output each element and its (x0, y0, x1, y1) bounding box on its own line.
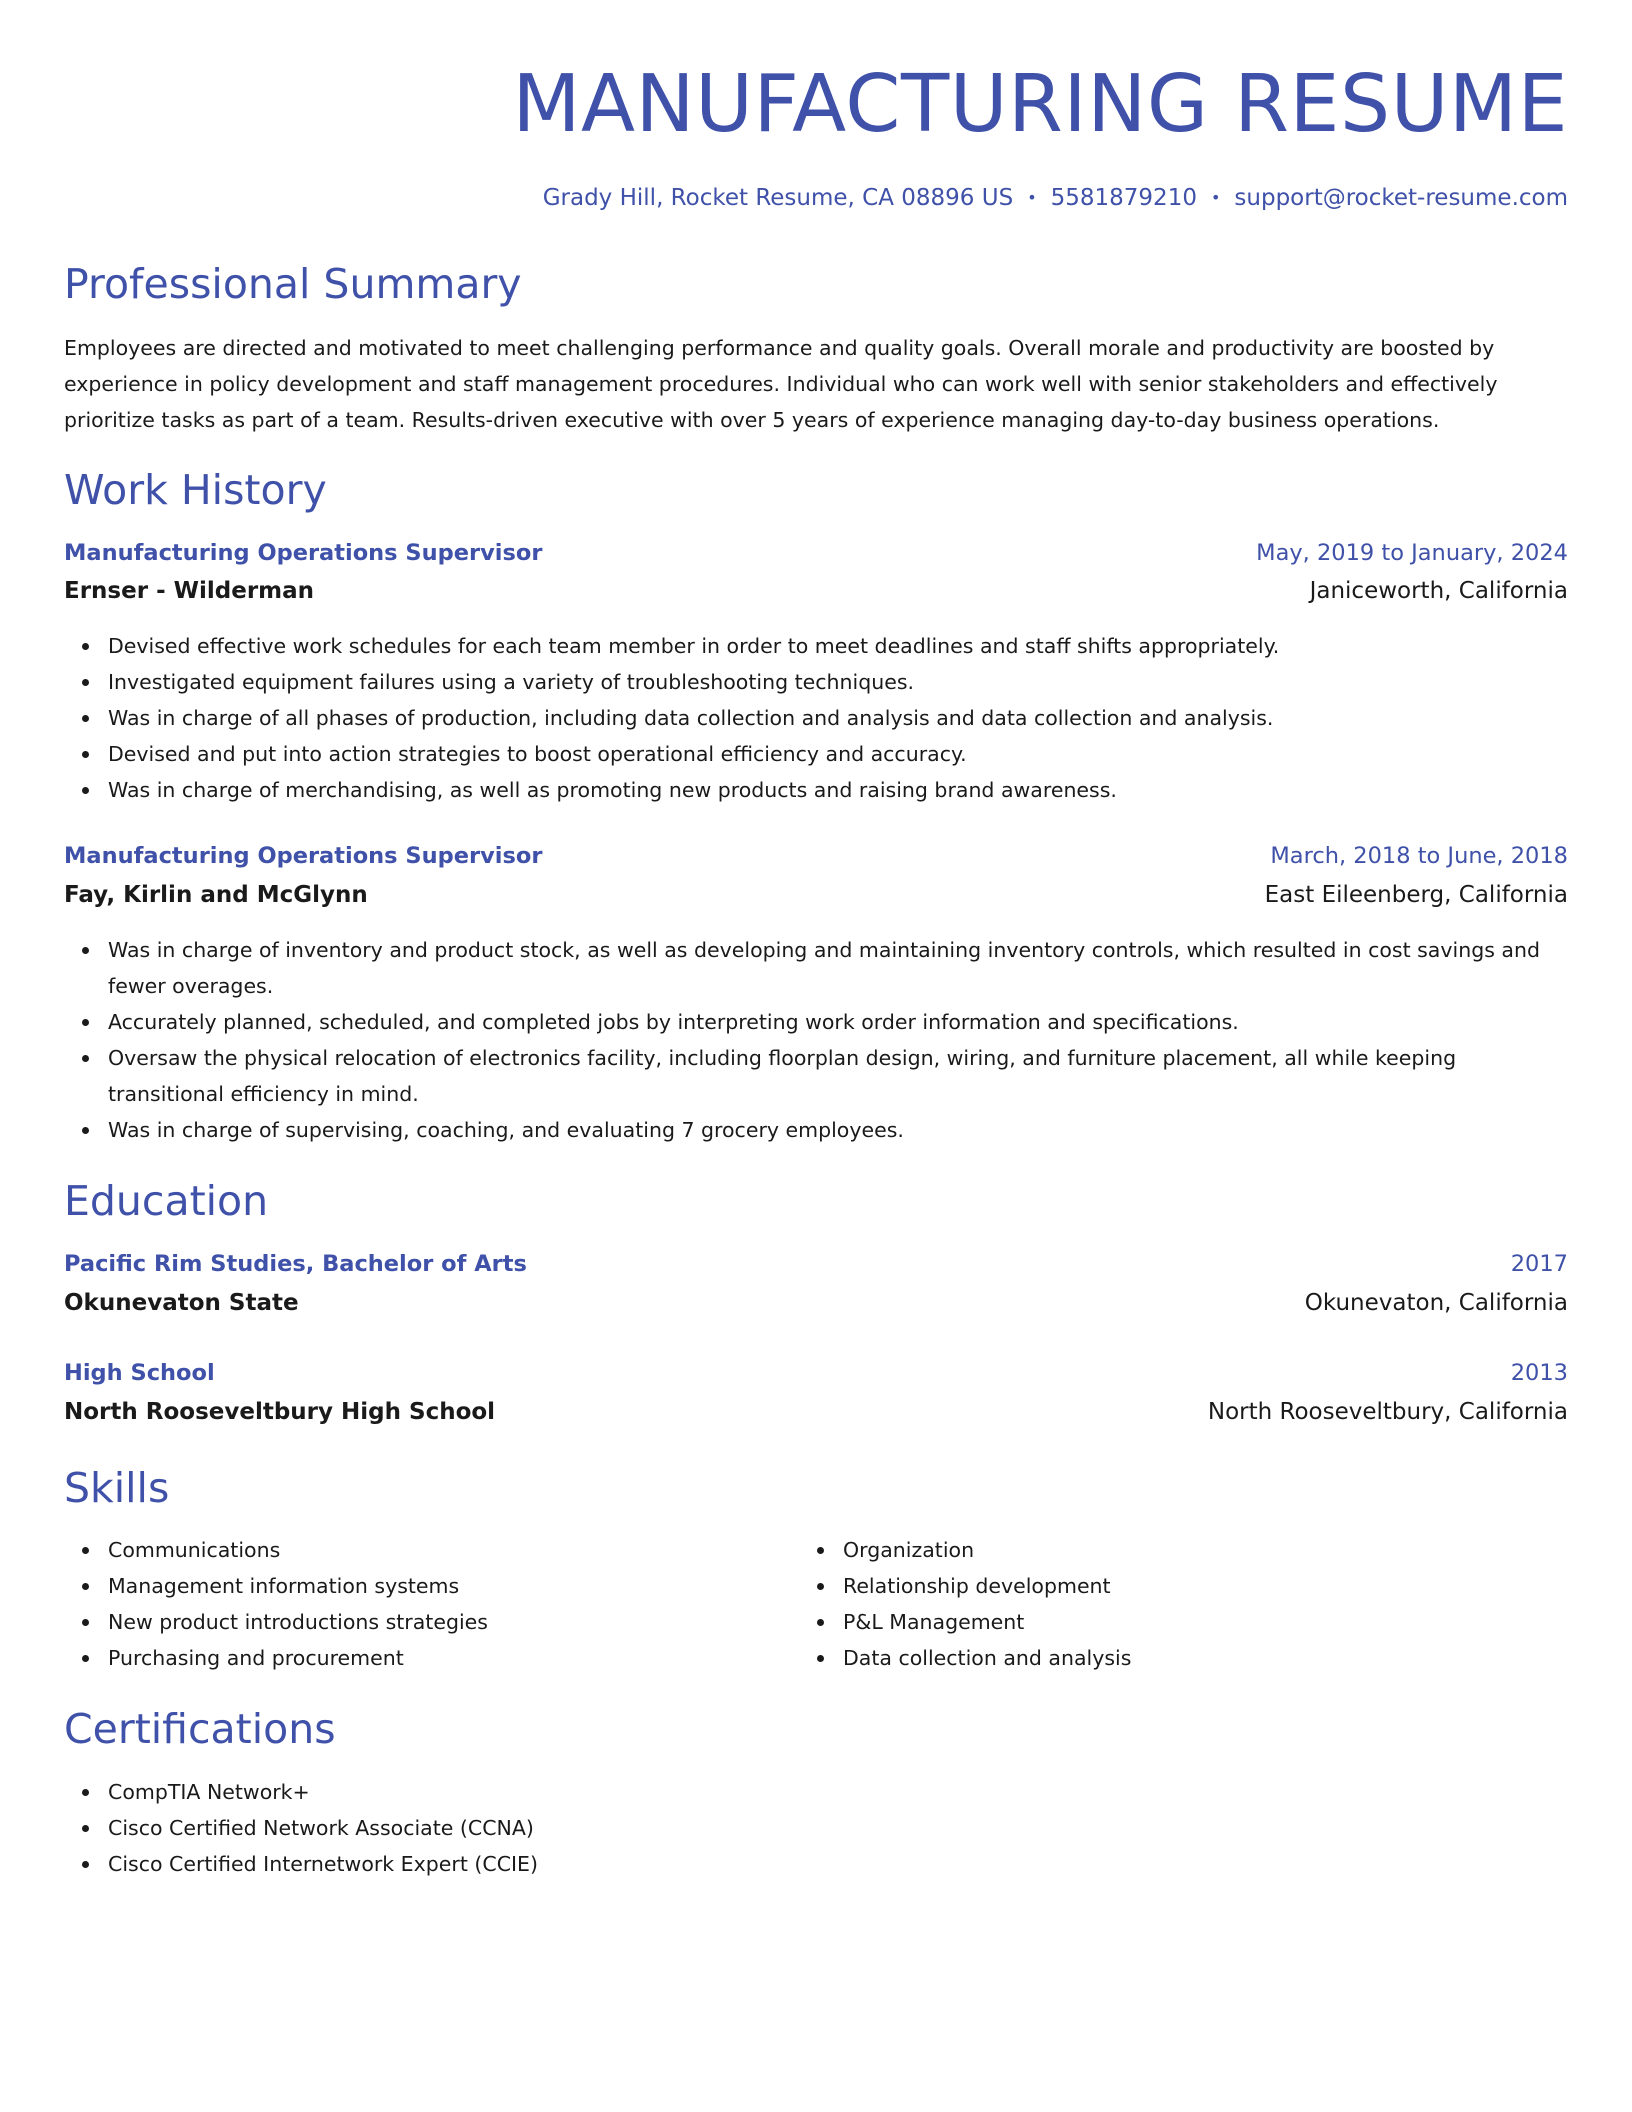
list-item: Cisco Certified Internetwork Expert (CCIE) (108, 1846, 1568, 1882)
job-company: Fay, Kirlin and McGlynn (64, 882, 368, 908)
job-company-row (64, 879, 1568, 911)
list-item: Investigated equipment failures using a variety of troubleshooting techniques. (108, 664, 1568, 700)
skills-list-right (799, 1532, 1539, 1676)
education-school-row (64, 1287, 1568, 1319)
list-item: Was in charge of inventory and product stock, as well as developing and maintaining inventory controls, which resulted in cost savings and fewer overages. (108, 932, 1568, 1004)
contact-phone: 5581879210 (1050, 185, 1197, 211)
skills-list-left (64, 1532, 804, 1676)
job-bullets (64, 628, 1568, 808)
skills-heading: Skills (64, 1464, 170, 1512)
education-location: North Rooseveltbury, California (1207, 1399, 1568, 1425)
education-degree: Pacific Rim Studies, Bachelor of Arts (64, 1251, 527, 1277)
job-location: East Eileenberg, California (1264, 882, 1568, 908)
contact-email: support@rocket-resume.com (1234, 185, 1568, 211)
list-item: Oversaw the physical relocation of electronics facility, including floorplan design, wiring, and furniture placement, all while keeping transitional efficiency in mind. (108, 1040, 1568, 1112)
education-year: 2013 (1510, 1360, 1568, 1386)
list-item: Communications (108, 1532, 804, 1568)
job-company-row (64, 575, 1568, 607)
summary-text: Employees are directed and motivated to meet challenging performance and quality goals. Overall morale and productivity are boosted by experience in policy development and staff management procedures. Individual who can work well with senior stakeholders and effectively prioritize tasks as part of a team. Results-driven executive with over 5 years of experience managing day-to-day business operations. (64, 336, 1498, 432)
job-dates: March, 2018 to June, 2018 (1270, 843, 1568, 869)
job-header (64, 840, 1568, 872)
list-item: Data collection and analysis (843, 1640, 1539, 1676)
job-location: Janiceworth, California (1309, 578, 1568, 604)
list-item: Cisco Certified Network Associate (CCNA) (108, 1810, 1568, 1846)
job-bullets (64, 932, 1568, 1148)
summary-heading: Professional Summary (64, 260, 522, 308)
contact-line (543, 182, 1568, 216)
list-item: Organization (843, 1532, 1539, 1568)
list-item: Devised effective work schedules for each team member in order to meet deadlines and staff shifts appropriately. (108, 628, 1568, 664)
list-item: New product introductions strategies (108, 1604, 804, 1640)
education-school: Okunevaton State (64, 1290, 299, 1316)
certifications-list (64, 1774, 1568, 1882)
resume-title: MANUFACTURING RESUME (512, 58, 1568, 150)
list-item: Purchasing and procurement (108, 1640, 804, 1676)
list-item: Devised and put into action strategies to boost operational efficiency and accuracy. (108, 736, 1568, 772)
list-item: Was in charge of all phases of production, including data collection and analysis and data collection and analysis. (108, 700, 1568, 736)
work-history-heading: Work History (64, 466, 327, 514)
list-item: CompTIA Network+ (108, 1774, 1568, 1810)
job-dates: May, 2019 to January, 2024 (1256, 540, 1568, 566)
job-title: Manufacturing Operations Supervisor (64, 540, 543, 566)
contact-separator: • (1210, 188, 1221, 207)
job-header (64, 537, 1568, 569)
education-location: Okunevaton, California (1304, 1290, 1568, 1316)
contact-separator: • (1027, 188, 1037, 207)
list-item: Relationship development (843, 1568, 1539, 1604)
list-item: Accurately planned, scheduled, and completed jobs by interpreting work order information and specifications. (108, 1004, 1568, 1040)
education-school: North Rooseveltbury High School (64, 1399, 496, 1425)
list-item: Was in charge of merchandising, as well as promoting new products and raising brand awareness. (108, 772, 1568, 808)
list-item: Management information systems (108, 1568, 804, 1604)
education-year: 2017 (1510, 1251, 1568, 1277)
education-school-row (64, 1396, 1568, 1428)
education-header (64, 1248, 1568, 1280)
contact-address: Grady Hill, Rocket Resume, CA 08896 US (542, 185, 1014, 211)
job-title: Manufacturing Operations Supervisor (64, 843, 543, 869)
education-heading: Education (64, 1177, 269, 1225)
job-company: Ernser - Wilderman (64, 578, 315, 604)
list-item: Was in charge of supervising, coaching, and evaluating 7 grocery employees. (108, 1112, 1568, 1148)
education-degree: High School (64, 1360, 215, 1386)
list-item: P&L Management (843, 1604, 1539, 1640)
certifications-heading: Certifications (64, 1705, 336, 1753)
education-header (64, 1357, 1568, 1389)
